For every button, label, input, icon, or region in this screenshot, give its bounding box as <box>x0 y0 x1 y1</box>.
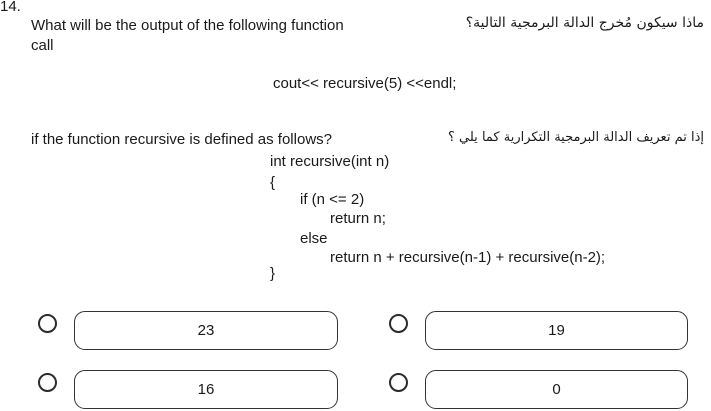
code-line-signature: int recursive(int n) <box>270 153 390 170</box>
function-call-code: cout<< recursive(5) <<endl; <box>273 75 457 92</box>
option-b-radio[interactable] <box>389 314 408 333</box>
option-d-radio[interactable] <box>389 373 408 392</box>
option-a-box[interactable] <box>74 311 338 350</box>
option-c-box[interactable] <box>74 370 338 409</box>
option-c-label: 16 <box>197 381 215 398</box>
code-line-if: if (n <= 2) <box>300 191 365 208</box>
definition-prompt-ar: إذا تم تعريف الدالة البرمجية التكرارية كما يلي ؟ <box>448 130 704 145</box>
option-a-label: 23 <box>197 322 215 339</box>
code-line-close-brace: } <box>270 265 276 282</box>
code-line-else: else <box>300 230 328 247</box>
option-b-label: 19 <box>548 322 565 339</box>
option-d-label: 0 <box>552 381 561 398</box>
question-prompt-en-line2: call <box>31 37 54 54</box>
option-a-radio[interactable] <box>38 314 57 333</box>
code-line-return-recursive: return n + recursive(n-1) + recursive(n-2); <box>330 249 606 266</box>
question-prompt-ar: ماذا سيكون مُخرج الدالة البرمجية التالية؟ <box>465 15 704 31</box>
option-d-box[interactable] <box>425 370 688 409</box>
definition-prompt-en: if the function recursive is defined as follows? <box>31 131 332 148</box>
code-line-open-brace: { <box>270 174 276 191</box>
question-prompt-en-line1: What will be the output of the following function <box>31 17 344 34</box>
option-c-radio[interactable] <box>38 373 57 392</box>
option-b-box[interactable] <box>425 311 688 350</box>
question-number: 14. <box>0 0 21 15</box>
code-line-return-n: return n; <box>330 210 386 227</box>
